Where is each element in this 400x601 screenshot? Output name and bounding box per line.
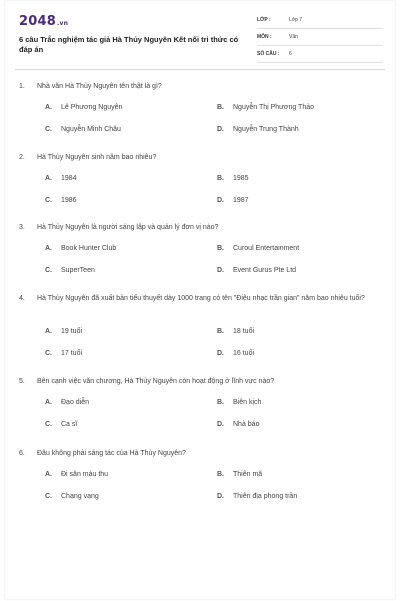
option-text: Nguyễn Thị Phương Thảo: [233, 104, 315, 111]
option-text: Curoul Entertainment: [233, 245, 300, 252]
meta-row-count: [257, 48, 383, 63]
option-letter: D.: [217, 421, 224, 428]
option-text: Nhà báo: [233, 421, 260, 428]
option-letter: A.: [45, 399, 52, 406]
question-number: 3.: [19, 224, 25, 231]
question-text: [19, 81, 374, 93]
header-divider: [15, 69, 385, 70]
meta-value: 6: [289, 51, 292, 57]
option-letter: C.: [45, 493, 52, 500]
option-text: Event Gurus Pte Ltd: [233, 267, 297, 274]
answer-option[interactable]: [45, 174, 77, 184]
meta-label: LỚP :: [257, 17, 271, 23]
question-prompt: Hà Thủy Nguyên sinh năm bao nhiêu?: [37, 154, 157, 161]
answer-option[interactable]: [217, 398, 261, 408]
answer-option[interactable]: [45, 103, 122, 113]
worksheet-header: [5, 1, 395, 63]
answer-option[interactable]: [217, 327, 254, 337]
option-text: Biên kịch: [233, 399, 262, 406]
answer-option[interactable]: [45, 349, 82, 359]
answer-option[interactable]: [217, 196, 249, 206]
option-text: Đạo diễn: [61, 399, 90, 406]
option-text: Lê Phương Nguyên: [61, 104, 123, 111]
meta-value: Lớp 7: [289, 17, 303, 23]
option-letter: B.: [217, 399, 224, 406]
option-letter: C.: [45, 350, 52, 357]
question-text: [19, 222, 374, 234]
answer-option[interactable]: [45, 492, 99, 502]
option-letter: A.: [45, 104, 52, 111]
answer-option[interactable]: [45, 470, 108, 480]
option-letter: C.: [45, 126, 52, 133]
answer-option[interactable]: [217, 349, 254, 359]
option-letter: A.: [45, 245, 52, 252]
answer-option[interactable]: [217, 125, 299, 135]
option-text: Nguyễn Trung Thành: [233, 126, 299, 133]
option-letter: B.: [217, 104, 224, 111]
option-text: Nguyễn Minh Châu: [61, 126, 121, 133]
option-text: 18 tuổi: [233, 328, 255, 335]
worksheet-meta: [257, 14, 383, 65]
answer-option[interactable]: [45, 398, 89, 408]
option-text: Ca sĩ: [61, 421, 78, 428]
question-text: [19, 448, 374, 460]
answer-option[interactable]: [45, 196, 77, 206]
meta-label: SỐ CÂU :: [257, 51, 280, 57]
question-text: [19, 376, 374, 388]
question-prompt: Hà Thủy Nguyên là người sáng lập và quản lý đơn vị nào?: [37, 224, 219, 231]
answer-option[interactable]: [45, 327, 82, 337]
option-letter: B.: [217, 245, 224, 252]
option-text: 1985: [233, 175, 249, 182]
option-letter: A.: [45, 175, 52, 182]
option-letter: D.: [217, 350, 224, 357]
answer-option[interactable]: [217, 492, 297, 502]
answer-option[interactable]: [45, 266, 95, 276]
option-letter: B.: [217, 471, 224, 478]
answer-option[interactable]: [217, 420, 259, 430]
option-letter: A.: [45, 471, 52, 478]
answer-option[interactable]: [45, 244, 116, 254]
answer-option[interactable]: [217, 103, 314, 113]
option-text: Thiên mã: [233, 471, 263, 478]
meta-row-subject: [257, 31, 383, 46]
option-text: Book Hunter Club: [61, 245, 117, 252]
option-text: Thiên địa phong trần: [233, 493, 298, 500]
option-text: 1987: [233, 197, 249, 204]
question-prompt: Nhà văn Hà Thủy Nguyên tên thật là gì?: [37, 83, 162, 90]
question-number: 5.: [19, 378, 25, 385]
option-letter: C.: [45, 421, 52, 428]
option-text: 1984: [61, 175, 77, 182]
option-letter: B.: [217, 175, 224, 182]
option-letter: B.: [217, 328, 224, 335]
worksheet-page: [5, 1, 395, 599]
meta-label: MÔN :: [257, 34, 272, 40]
option-text: SuperTeen: [61, 267, 95, 274]
question-number: 6.: [19, 450, 25, 457]
worksheet-title: 6 câu Trắc nghiệm tác giả Hà Thủy Nguyên Kết nối tri thức có đáp án: [19, 35, 239, 54]
option-text: 17 tuổi: [61, 350, 83, 357]
meta-row-class: [257, 14, 383, 29]
answer-option[interactable]: [45, 125, 121, 135]
question-prompt: Hà Thủy Nguyên đã xuất bản tiểu thuyết dày 1000 trang có tên "Điệu nhạc trần gian" năm bao nhiêu tuổi?: [37, 295, 365, 302]
option-letter: D.: [217, 197, 224, 204]
meta-value: Văn: [289, 34, 298, 40]
question-number: 4.: [19, 295, 25, 302]
option-letter: C.: [45, 267, 52, 274]
question-prompt: Đâu không phải sáng tác của Hà Thủy Nguyên?: [37, 450, 186, 457]
question-number: 2.: [19, 154, 25, 161]
site-logo[interactable]: [19, 14, 68, 29]
answer-option[interactable]: [217, 244, 299, 254]
option-text: 1986: [61, 197, 77, 204]
answer-option[interactable]: [217, 174, 249, 184]
logo-text: 2048: [19, 14, 56, 29]
answer-option[interactable]: [45, 420, 77, 430]
option-text: 16 tuổi: [233, 350, 255, 357]
logo-tld: .vn: [56, 20, 69, 27]
option-text: Đi săn màu thu: [61, 471, 109, 478]
option-letter: D.: [217, 493, 224, 500]
option-letter: C.: [45, 197, 52, 204]
option-text: Chạng vạng: [61, 493, 99, 500]
question-text: [19, 293, 374, 305]
question-text: [19, 152, 374, 164]
option-letter: D.: [217, 267, 224, 274]
option-letter: A.: [45, 328, 52, 335]
answer-option[interactable]: [217, 470, 262, 480]
option-text: 19 tuổi: [61, 328, 83, 335]
option-letter: D.: [217, 126, 224, 133]
question-number: 1.: [19, 83, 25, 90]
question-prompt: Bên cạnh việc văn chương, Hà Thủy Nguyên còn hoạt động ở lĩnh vực nào?: [37, 378, 275, 385]
answer-option[interactable]: [217, 266, 296, 276]
